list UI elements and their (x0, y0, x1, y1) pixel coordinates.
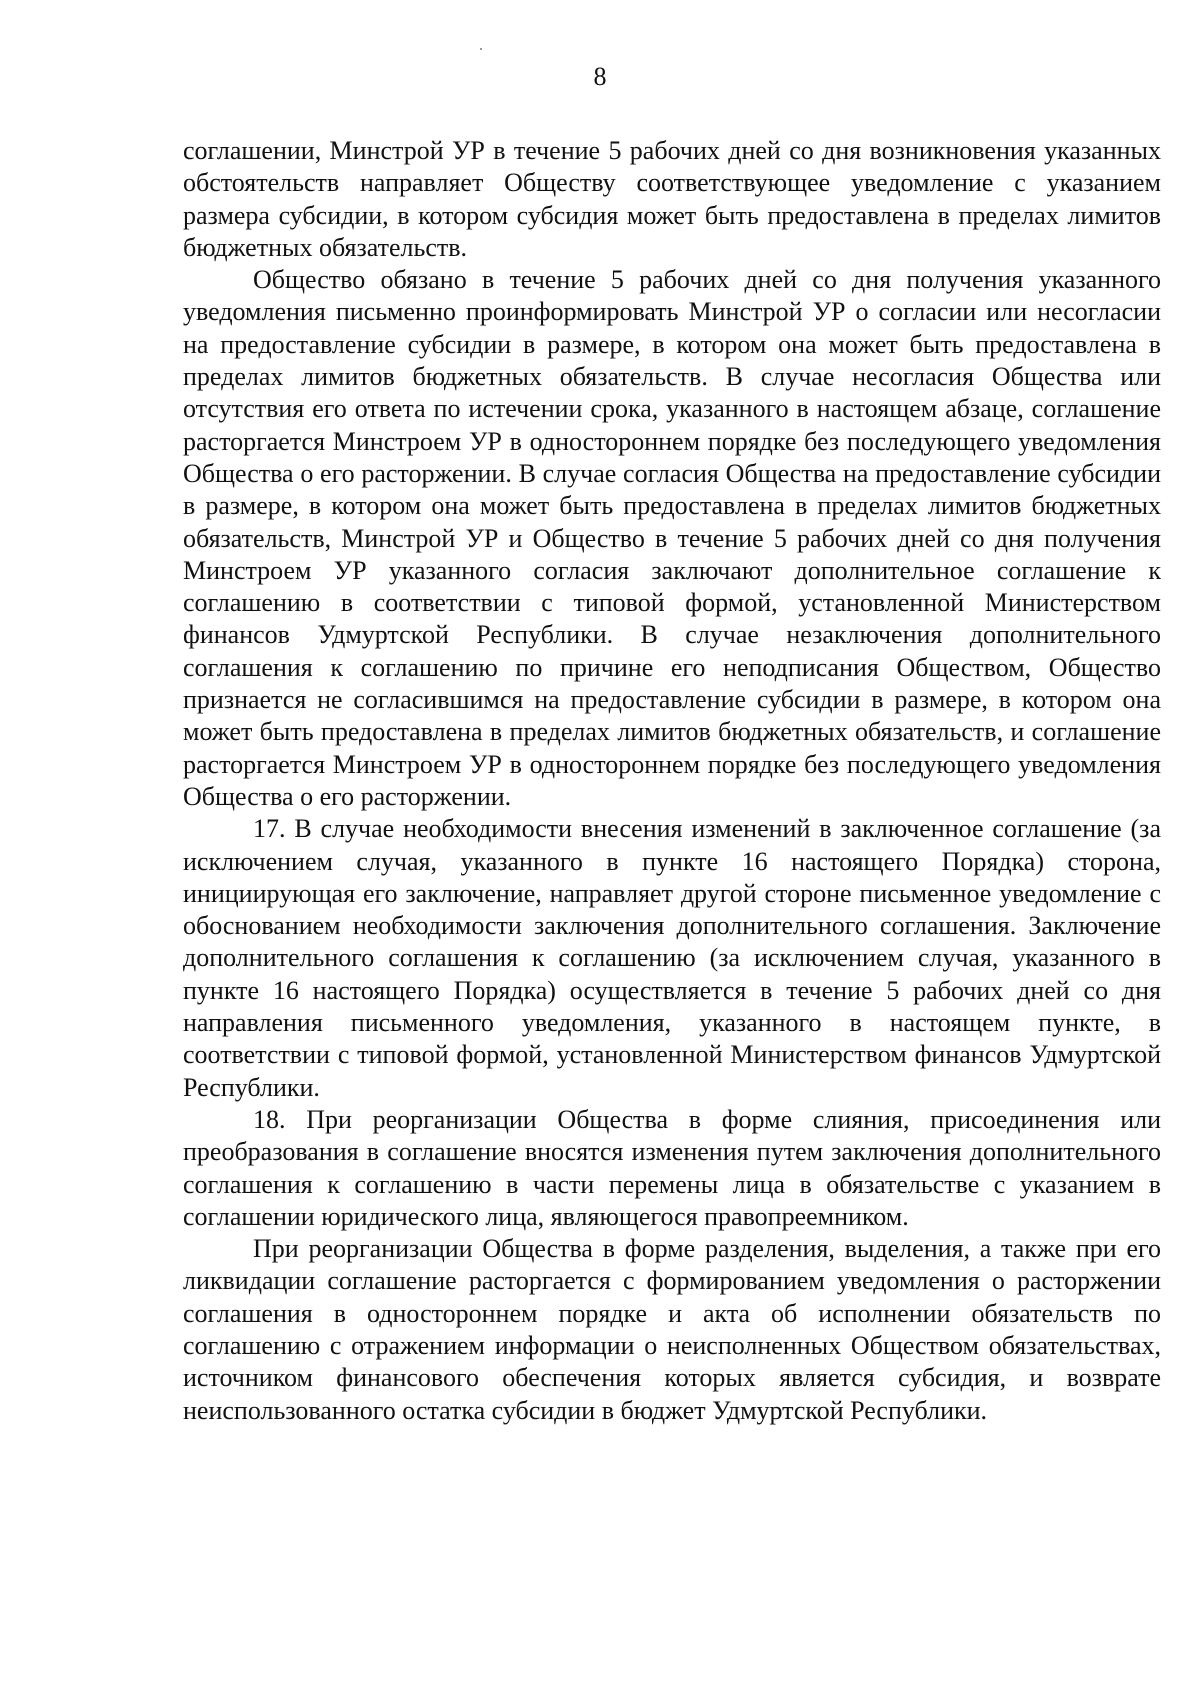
paragraph-item-18: 18. При реорганизации Общества в форме слияния, присоединения или преобразования в соглашение вносятся изменения путем заключения дополнительного соглашения к соглашению в части перемены лица в обязательстве с указанием в соглашении юридического лица, являющегося правопреемником. (183, 1104, 1161, 1231)
document-body (183, 135, 1161, 1427)
scan-speck (480, 48, 482, 50)
paragraph-reorganization: При реорганизации Общества в форме разделения, выделения, а также при его ликвидации соглашение расторгается с формированием уведомления о расторжении соглашения в одностороннем порядке и акта об исполнении обязательств по соглашению с отражением информации о неисполненных Обществом обязательствах, источником финансового обеспечения которых является субсидия, и возврате неиспользованного остатка субсидии в бюджет Удмуртской Республики. (183, 1234, 1161, 1425)
page-number: 8 (593, 62, 607, 91)
paragraph-consent: Общество обязано в течение 5 рабочих дней со дня получения указанного уведомления письменно проинформировать Минстрой УР о согласии или несогласии на предоставление субсидии в размере, в котором она может быть предоставлена в пределах лимитов бюджетных обязательств. В случае несогласия Общества или отсутствия его ответа по истечении срока, указанного в настоящем абзаце, соглашение расторгается Минстроем УР в одностороннем порядке без последующего уведомления Общества о его расторжении. В случае согласия Общества на предоставление субсидии в размере, в котором она может быть предоставлена в пределах лимитов бюджетных обязательств, Минстрой УР и Общество в течение 5 рабочих дней со дня получения Минстроем УР указанного согласия заключают дополнительное соглашение к соглашению в соответствии с типовой формой, установленной Министерством финансов Удмуртской Республики. В случае незаключения дополнительного соглашения к соглашению по причине его неподписания Обществом, Общество признается не согласившимся на предоставление субсидии в размере, в котором она может быть предоставлена в пределах лимитов бюджетных обязательств, и соглашение расторгается Минстроем УР в одностороннем порядке без последующего уведомления Общества о его расторжении. (183, 265, 1161, 811)
paragraph-continuation: соглашении, Минстрой УР в течение 5 рабочих дней со дня возникновения указанных обстоятельств направляет Обществу соответствующее уведомление с указанием размера субсидии, в котором субсидия может быть предоставлена в пределах лимитов бюджетных обязательств. (183, 136, 1161, 262)
paragraph-item-17: 17. В случае необходимости внесения изменений в заключенное соглашение (за исключением случая, указанного в пункте 16 настоящего Порядка) сторона, инициирующая его заключение, направляет другой стороне письменное уведомление с обоснованием необходимости заключения дополнительного соглашения. Заключение дополнительного соглашения к соглашению (за исключением случая, указанного в пункте 16 настоящего Порядка) осуществляется в течение 5 рабочих дней со дня направления письменного уведомления, указанного в настоящем пункте, в соответствии с типовой формой, установленной Министерством финансов Удмуртской Республики. (183, 814, 1161, 1102)
